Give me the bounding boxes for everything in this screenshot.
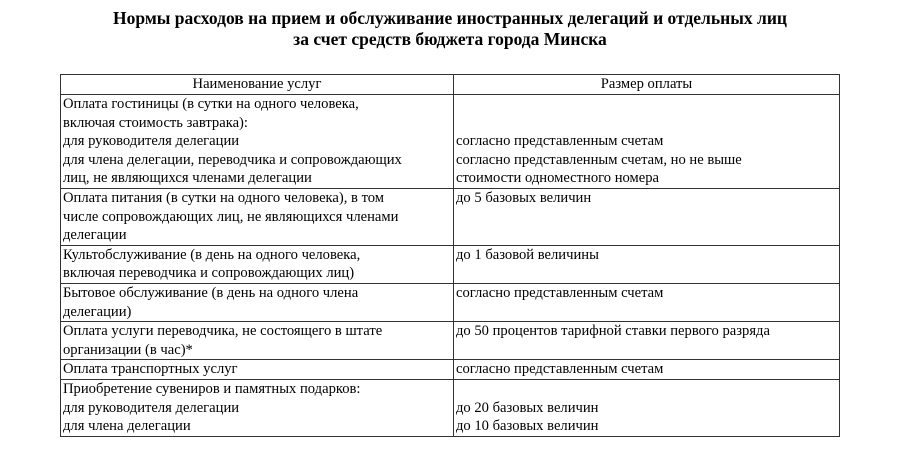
service-cell <box>61 283 454 321</box>
table-row <box>61 245 840 283</box>
table-row <box>61 322 840 360</box>
payment-cell-line: до 1 базовой величины <box>456 246 599 263</box>
payment-cell-line <box>456 114 837 133</box>
payment-cell-line: согласно представленным счетам, но не выше <box>456 151 742 168</box>
service-cell-line: для руководителя делегации <box>63 133 240 150</box>
service-cell-line: для члена делегации <box>63 418 191 435</box>
service-cell-line: для руководителя делегации <box>63 399 240 416</box>
service-cell-line: включая стоимость завтрака): <box>63 114 248 131</box>
service-cell-line: организации (в час)* <box>63 341 193 358</box>
payment-cell <box>454 188 840 245</box>
service-cell-line: Бытовое обслуживание (в день на одного члена <box>63 284 359 301</box>
payment-cell <box>454 95 840 189</box>
payment-cell-line: стоимости одноместного номера <box>456 170 660 187</box>
service-cell-line: лиц, не являющихся членами делегации <box>63 170 312 187</box>
service-cell <box>61 245 454 283</box>
header-service-name: Наименование услуг <box>61 75 454 95</box>
header-payment-size: Размер оплаты <box>454 75 840 95</box>
payment-cell <box>454 360 840 380</box>
service-cell <box>61 95 454 189</box>
service-cell-line: Оплата питания (в сутки на одного человека), в том <box>63 189 385 206</box>
service-cell-line: Оплата гостиницы (в сутки на одного человека, <box>63 96 359 112</box>
payment-cell-line: до 50 процентов тарифной ставки первого разряда <box>456 323 770 340</box>
table-row <box>61 360 840 380</box>
payment-cell <box>454 379 840 436</box>
service-cell <box>61 360 454 380</box>
table-row <box>61 95 840 189</box>
service-cell-line: делегации) <box>63 303 132 320</box>
page-title-line-2: за счет средств бюджета города Минска <box>293 29 607 49</box>
payment-cell-line: согласно представленным счетам <box>456 361 664 378</box>
payment-cell-line: до 5 базовых величин <box>456 189 592 206</box>
page-title-line-1: Нормы расходов на прием и обслуживание иностранных делегаций и отдельных лиц <box>113 8 787 28</box>
norms-table <box>60 74 840 437</box>
service-cell-line: Приобретение сувениров и памятных подарков: <box>63 380 361 397</box>
table-header-row <box>61 75 840 95</box>
service-cell-line: делегации <box>63 227 127 244</box>
payment-cell-line: до 20 базовых величин <box>456 399 599 416</box>
payment-cell <box>454 245 840 283</box>
page-title <box>0 8 900 50</box>
service-cell-line: включая переводчика и сопровождающих лиц) <box>63 265 355 282</box>
payment-cell <box>454 322 840 360</box>
table-row <box>61 283 840 321</box>
norms-table-body <box>61 95 840 437</box>
service-cell-line: для члена делегации, переводчика и сопровождающих <box>63 151 402 168</box>
service-cell <box>61 322 454 360</box>
service-cell-line: Оплата транспортных услуг <box>63 361 238 378</box>
payment-cell-line: согласно представленным счетам <box>456 284 664 301</box>
payment-cell-line <box>456 95 837 114</box>
service-cell-line: Культобслуживание (в день на одного человека, <box>63 246 361 263</box>
service-cell <box>61 379 454 436</box>
table-row <box>61 379 840 436</box>
service-cell-line: числе сопровождающих лиц, не являющихся членами <box>63 208 399 225</box>
payment-cell <box>454 283 840 321</box>
service-cell <box>61 188 454 245</box>
service-cell-line: Оплата услуги переводчика, не состоящего в штате <box>63 323 383 340</box>
table-row <box>61 188 840 245</box>
payment-cell-line: до 10 базовых величин <box>456 418 599 435</box>
payment-cell-line <box>456 380 837 399</box>
payment-cell-line: согласно представленным счетам <box>456 133 664 150</box>
